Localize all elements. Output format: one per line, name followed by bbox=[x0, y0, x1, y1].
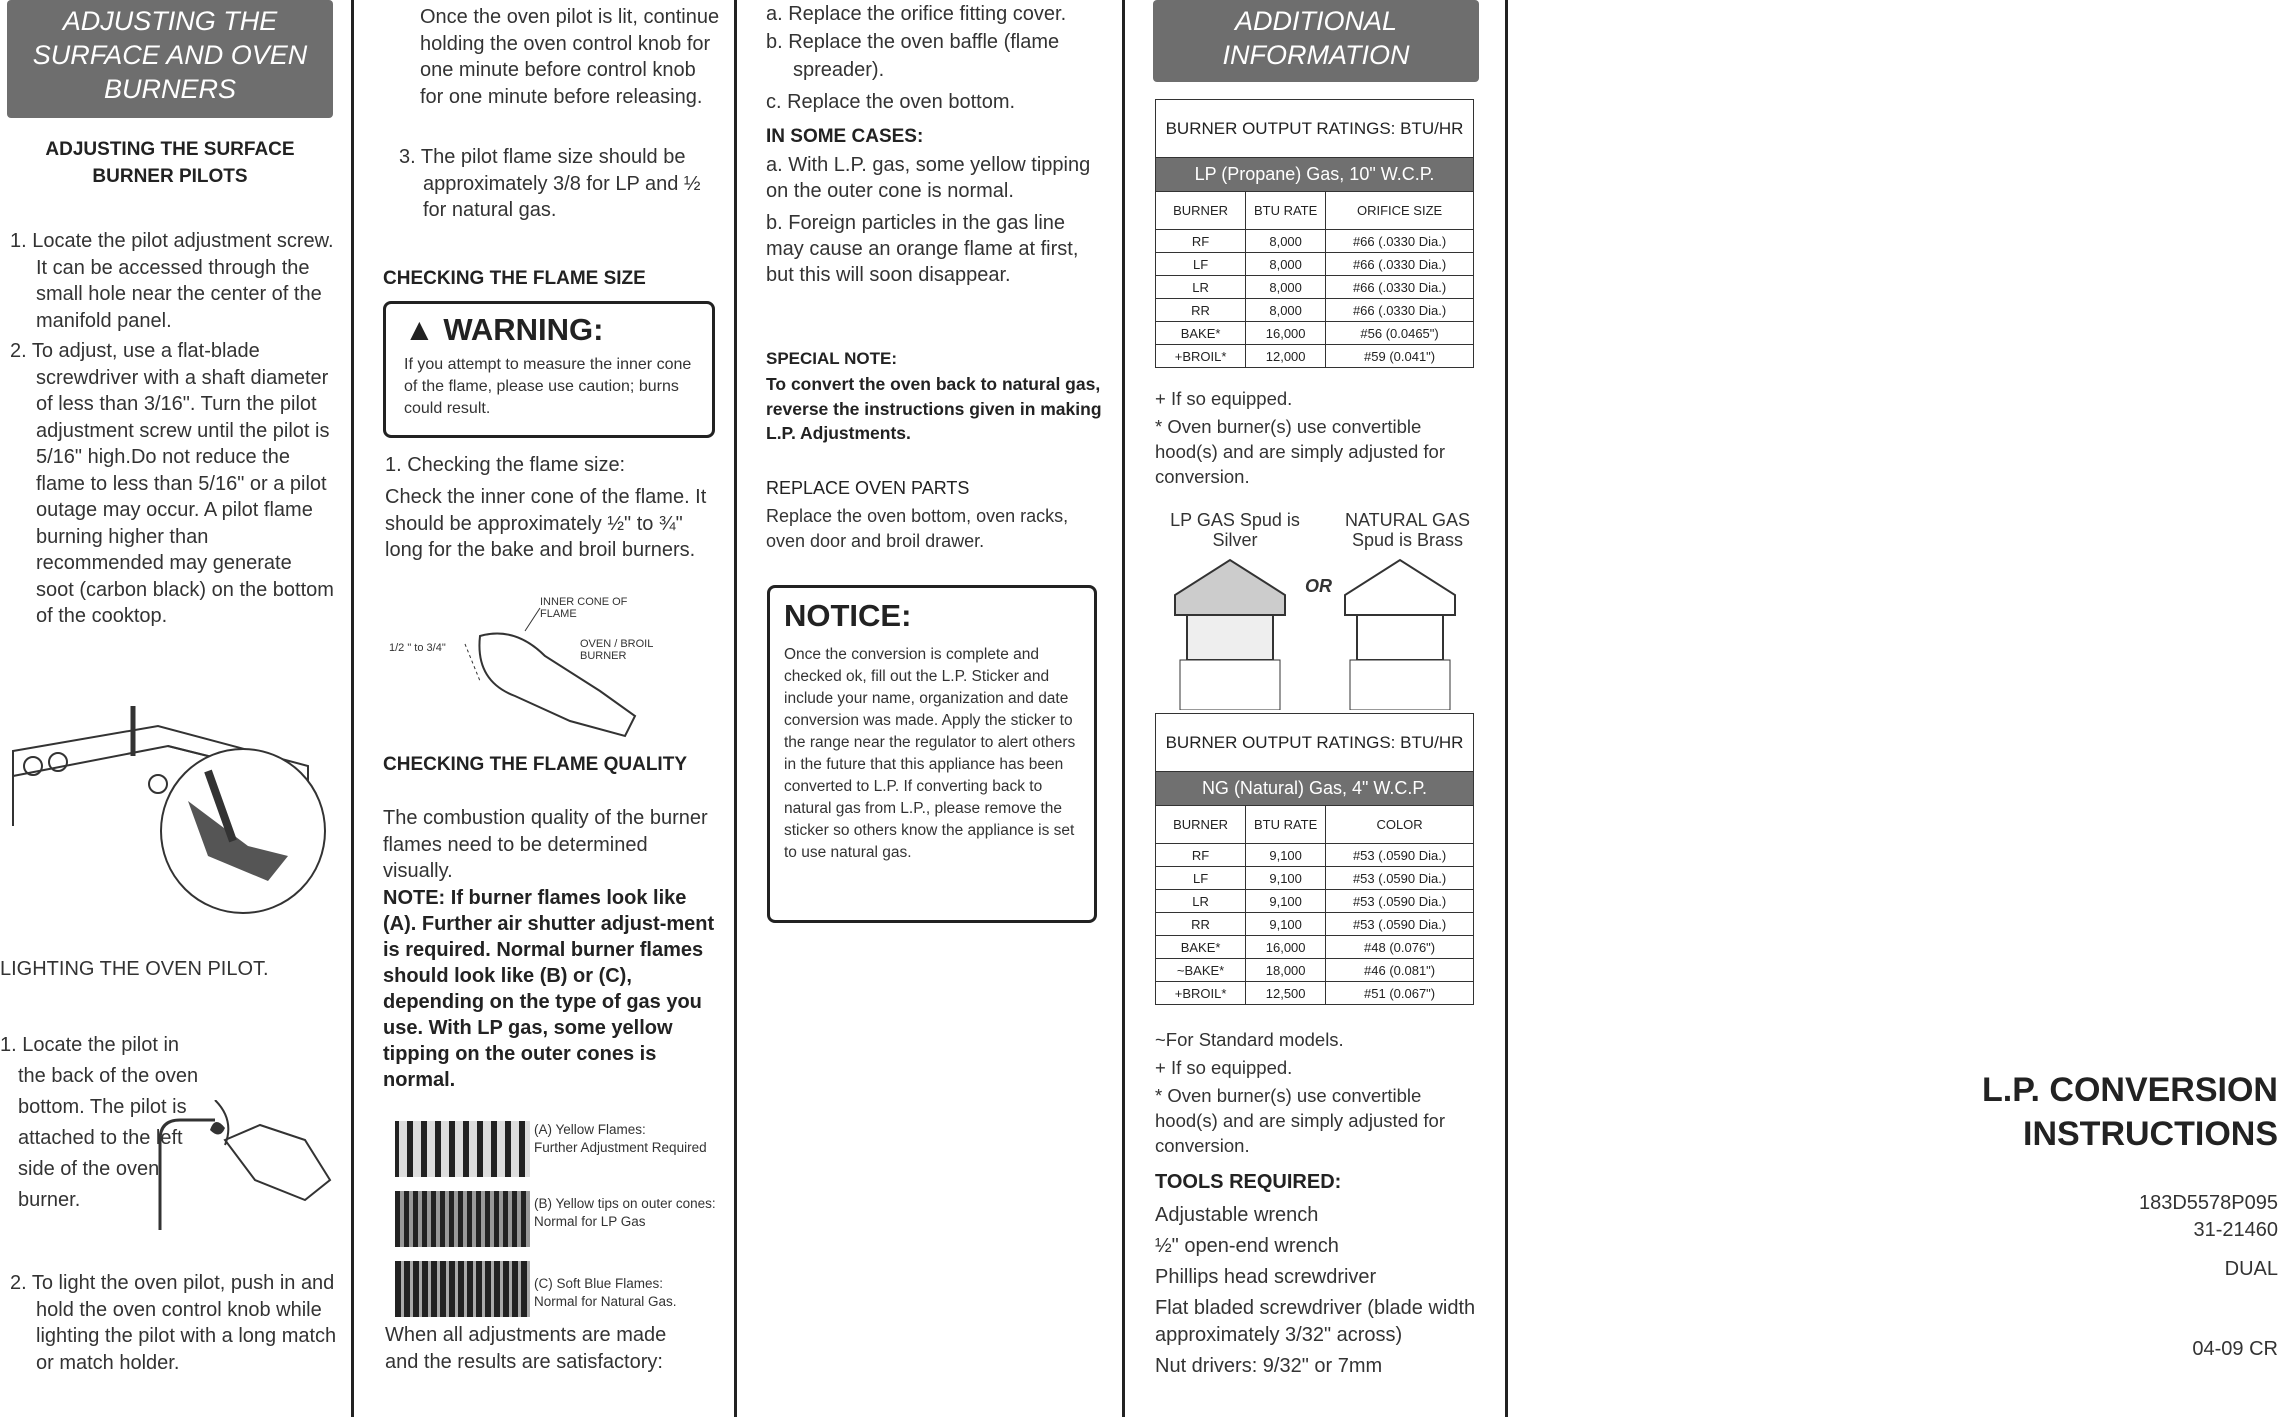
subheading: CHECKING THE FLAME SIZE bbox=[383, 268, 646, 289]
cases-list bbox=[766, 152, 1106, 288]
subheading: CHECKING THE FLAME QUALITY bbox=[383, 754, 687, 775]
table-cell: RR bbox=[1156, 299, 1246, 322]
flame-swatch bbox=[395, 1261, 530, 1317]
table-cell: BAKE* bbox=[1156, 322, 1246, 345]
table-cell: #51 (0.067") bbox=[1326, 982, 1474, 1005]
step: 1. Locate the pilot in the back of the oven bottom. The pilot is attached to the left side of the oven burner. bbox=[0, 1034, 199, 1211]
table-cell: #56 (0.0465") bbox=[1326, 322, 1474, 345]
notice-text: Once the conversion is complete and checked ok, fill out the L.P. Sticker and include your name, organization and date conversion was made. Apply the sticker to the range near the regulator to alert others in the future that this appliance has been converted to L.P. If converting back to natural gas from L.P., please remove the sticker so others know the appliance is set to use natural gas. bbox=[784, 646, 1076, 861]
table-title: BURNER OUTPUT RATINGS: BTU/HR bbox=[1156, 100, 1474, 158]
table-cell: 12,000 bbox=[1246, 345, 1326, 368]
note: * Oven burner(s) use convertible hood(s) and are simply adjusted for conversion. bbox=[1155, 1085, 1445, 1156]
diagram-label: 1/2 " to 3/4" bbox=[389, 642, 446, 654]
table-cell: LF bbox=[1156, 253, 1246, 276]
paragraph: When all adjustments are made and the results are satisfactory: bbox=[385, 1324, 667, 1373]
flame-desc: Normal for LP Gas bbox=[534, 1214, 646, 1229]
or-label: OR bbox=[1305, 576, 1332, 596]
table-cell: 8,000 bbox=[1246, 299, 1326, 322]
note: ~For Standard models. bbox=[1155, 1029, 1344, 1050]
notice-box bbox=[767, 585, 1097, 923]
table-band: NG (Natural) Gas, 4" W.C.P. bbox=[1156, 772, 1474, 806]
column-header: BTU RATE bbox=[1246, 192, 1326, 230]
flame-desc: Normal for Natural Gas. bbox=[534, 1294, 677, 1309]
table-cell: 16,000 bbox=[1246, 322, 1326, 345]
tool-item: ½" open-end wrench bbox=[1155, 1235, 1339, 1257]
revision-date: 04-09 CR bbox=[2192, 1338, 2278, 1360]
warning-title: WARNING: bbox=[443, 312, 604, 347]
paragraph: Replace the oven bottom, oven racks, oven door and broil drawer. bbox=[766, 506, 1069, 551]
table-row bbox=[1156, 322, 1474, 345]
section-header: ADJUSTING THE SURFACE AND OVEN BURNERS bbox=[7, 0, 333, 118]
table-cell: +BROIL* bbox=[1156, 345, 1246, 368]
step: 3. The pilot flame size should be approximately 3/8 for LP and ½ for natural gas. bbox=[399, 146, 701, 221]
table-band: LP (Propane) Gas, 10" W.C.P. bbox=[1156, 158, 1474, 192]
cooktop-illustration bbox=[8, 706, 338, 926]
table-cell: RF bbox=[1156, 844, 1246, 867]
table-cell: 8,000 bbox=[1246, 253, 1326, 276]
warning-box bbox=[383, 301, 715, 438]
table-cell: 9,100 bbox=[1246, 913, 1326, 936]
table-row bbox=[1156, 867, 1474, 890]
flame-title: (B) Yellow tips on outer cones: bbox=[534, 1196, 716, 1211]
tool-item: Flat bladed screwdriver (blade width approximately 3/32" across) bbox=[1155, 1297, 1476, 1346]
flame-swatch bbox=[395, 1191, 530, 1247]
paragraph: Once the oven pilot is lit, continue holding the oven control knob for one minute before control knob for one minute before releasing. bbox=[420, 6, 720, 108]
flame-example bbox=[395, 1261, 725, 1323]
table-row bbox=[1156, 913, 1474, 936]
tool-item: Adjustable wrench bbox=[1155, 1204, 1319, 1226]
column-header: ORIFICE SIZE bbox=[1326, 192, 1474, 230]
flame-title: (A) Yellow Flames: bbox=[534, 1122, 646, 1137]
table-cell: #66 (.0330 Dia.) bbox=[1326, 276, 1474, 299]
table-cell: #53 (.0590 Dia.) bbox=[1326, 890, 1474, 913]
subheading: LIGHTING THE OVEN PILOT. bbox=[0, 958, 269, 980]
table-cell: ~BAKE* bbox=[1156, 959, 1246, 982]
note: * Oven burner(s) use convertible hood(s) and are simply adjusted for conversion. bbox=[1155, 416, 1445, 487]
table-cell: #53 (.0590 Dia.) bbox=[1326, 844, 1474, 867]
table-cell: LR bbox=[1156, 276, 1246, 299]
list-item: a. Replace the orifice fitting cover. bbox=[766, 3, 1067, 25]
table-cell: #48 (0.076") bbox=[1326, 936, 1474, 959]
step: 1. Locate the pilot adjustment screw. It can be accessed through the small hole near the center of the manifold panel. bbox=[10, 230, 334, 332]
subheading: IN SOME CASES: bbox=[766, 126, 924, 147]
notes bbox=[1155, 386, 1485, 489]
table-cell: BAKE* bbox=[1156, 936, 1246, 959]
table-cell: #53 (.0590 Dia.) bbox=[1326, 867, 1474, 890]
table-cell: 8,000 bbox=[1246, 230, 1326, 253]
subheading: ADJUSTING THE SURFACE BURNER PILOTS bbox=[45, 139, 295, 187]
part-number: 183D5578P095 bbox=[2138, 1192, 2278, 1214]
diagram-label: OVEN / BROIL BURNER bbox=[580, 638, 653, 662]
table-cell: RF bbox=[1156, 230, 1246, 253]
flame-example bbox=[395, 1191, 725, 1253]
document-title: L.P. CONVERSION INSTRUCTIONS bbox=[1982, 1071, 2278, 1153]
flame-example bbox=[395, 1121, 725, 1183]
table-cell: 18,000 bbox=[1246, 959, 1326, 982]
table-cell: #66 (.0330 Dia.) bbox=[1326, 253, 1474, 276]
column-divider bbox=[1122, 0, 1125, 1417]
column-header: BURNER bbox=[1156, 806, 1246, 844]
part-numbers bbox=[2139, 1190, 2278, 1363]
subheading: TOOLS REQUIRED: bbox=[1155, 1171, 1342, 1193]
column-header: BURNER bbox=[1156, 192, 1246, 230]
section-header: ADDITIONAL INFORMATION bbox=[1153, 0, 1479, 82]
table-cell: 16,000 bbox=[1246, 936, 1326, 959]
step: 1. Checking the flame size: bbox=[385, 454, 626, 476]
table-cell: #66 (.0330 Dia.) bbox=[1326, 299, 1474, 322]
table-cell: RR bbox=[1156, 913, 1246, 936]
paragraph: Check the inner cone of the flame. It should be approximately ½" to ¾" long for the bake and broil burners. bbox=[385, 486, 707, 561]
spud-label: LP GAS Spud is Silver bbox=[1170, 510, 1300, 550]
flame-size-diagram bbox=[385, 596, 715, 746]
warning-text: If you attempt to measure the inner cone of the flame, please use caution; burns could result. bbox=[404, 356, 692, 417]
flame-examples bbox=[395, 1121, 725, 1323]
flame-swatch bbox=[395, 1121, 530, 1177]
special-note: To convert the oven back to natural gas, reverse the instructions given in making L.P. Adjustments. bbox=[766, 374, 1102, 443]
flame-title: (C) Soft Blue Flames: bbox=[534, 1276, 664, 1291]
column-divider bbox=[351, 0, 354, 1417]
column-divider bbox=[1505, 0, 1508, 1417]
flame-desc: Further Adjustment Required bbox=[534, 1140, 707, 1155]
table-cell: 9,100 bbox=[1246, 844, 1326, 867]
list-item: b. Replace the oven baffle (flame spreader). bbox=[766, 31, 1060, 81]
paragraph: The combustion quality of the burner flames need to be determined visually. bbox=[383, 807, 708, 882]
table-row bbox=[1156, 276, 1474, 299]
replace-list bbox=[766, 0, 1106, 116]
note: + If so equipped. bbox=[1155, 1057, 1293, 1078]
list-item: c. Replace the oven bottom. bbox=[766, 91, 1016, 113]
table-cell: 8,000 bbox=[1246, 276, 1326, 299]
subheading: SPECIAL NOTE: bbox=[766, 349, 897, 368]
table-row bbox=[1156, 936, 1474, 959]
table-cell: #53 (.0590 Dia.) bbox=[1326, 913, 1474, 936]
table-cell: #59 (0.041") bbox=[1326, 345, 1474, 368]
column-divider bbox=[734, 0, 737, 1417]
table-row bbox=[1156, 299, 1474, 322]
model-type: DUAL bbox=[2224, 1258, 2278, 1280]
table-title: BURNER OUTPUT RATINGS: BTU/HR bbox=[1156, 714, 1474, 772]
lp-ratings-table bbox=[1155, 99, 1474, 368]
notes bbox=[1155, 1027, 1485, 1158]
part-number: 31-21460 bbox=[2193, 1219, 2278, 1241]
step: 2. To light the oven pilot, push in and hold the oven control knob while lighting the pilot with a long match or match holder. bbox=[10, 1272, 337, 1374]
step: 2. To adjust, use a flat-blade screwdriver with a shaft diameter of less than 3/16". Turn the pilot adjustment screw until the pilot is 5/16" high.Do not reduce the flame to less than 5/16" or a pilot outage may occur. A pilot flame burning higher than recommended may generate soot (carbon black) on the bottom of the cooktop. bbox=[10, 340, 334, 627]
list-item: a. With L.P. gas, some yellow tipping on the outer cone is normal. bbox=[766, 154, 1091, 202]
spud-label: NATURAL GAS Spud is Brass bbox=[1344, 510, 1471, 550]
note: NOTE: If burner flames look like (A). Further air shutter adjust-ment is required. Normal burner flames should look like (B) or (C), depending on the type of gas you use. With LP gas, some yellow tipping on the outer cones is normal. bbox=[383, 887, 715, 1091]
table-cell: #46 (0.081") bbox=[1326, 959, 1474, 982]
tool-item: Phillips head screwdriver bbox=[1155, 1266, 1377, 1288]
subheading: REPLACE OVEN PARTS bbox=[766, 478, 970, 498]
table-row bbox=[1156, 345, 1474, 368]
table-cell: #66 (.0330 Dia.) bbox=[1326, 230, 1474, 253]
table-cell: 9,100 bbox=[1246, 890, 1326, 913]
table-cell: LR bbox=[1156, 890, 1246, 913]
table-row bbox=[1156, 230, 1474, 253]
tools-list bbox=[1155, 1202, 1485, 1380]
table-row bbox=[1156, 253, 1474, 276]
table-cell: LF bbox=[1156, 867, 1246, 890]
diagram-label: INNER CONE OF FLAME bbox=[540, 596, 628, 620]
list-item: b. Foreign particles in the gas line may cause an orange flame at first, but this will soon disappear. bbox=[766, 212, 1079, 286]
match-lighting-illustration bbox=[155, 1100, 335, 1235]
table-row bbox=[1156, 844, 1474, 867]
ng-ratings-table bbox=[1155, 713, 1474, 1005]
notice-title: NOTICE: bbox=[784, 598, 912, 633]
note: + If so equipped. bbox=[1155, 388, 1293, 409]
table-cell: 9,100 bbox=[1246, 867, 1326, 890]
column-header: BTU RATE bbox=[1246, 806, 1326, 844]
table-row bbox=[1156, 982, 1474, 1005]
tool-item: Nut drivers: 9/32" or 7mm bbox=[1155, 1355, 1383, 1377]
column-header: COLOR bbox=[1326, 806, 1474, 844]
table-row bbox=[1156, 959, 1474, 982]
warning-icon: ▲ bbox=[404, 312, 435, 347]
spud-illustration bbox=[1165, 510, 1475, 710]
table-cell: 12,500 bbox=[1246, 982, 1326, 1005]
pilot-steps bbox=[0, 228, 335, 630]
table-cell: +BROIL* bbox=[1156, 982, 1246, 1005]
table-row bbox=[1156, 890, 1474, 913]
